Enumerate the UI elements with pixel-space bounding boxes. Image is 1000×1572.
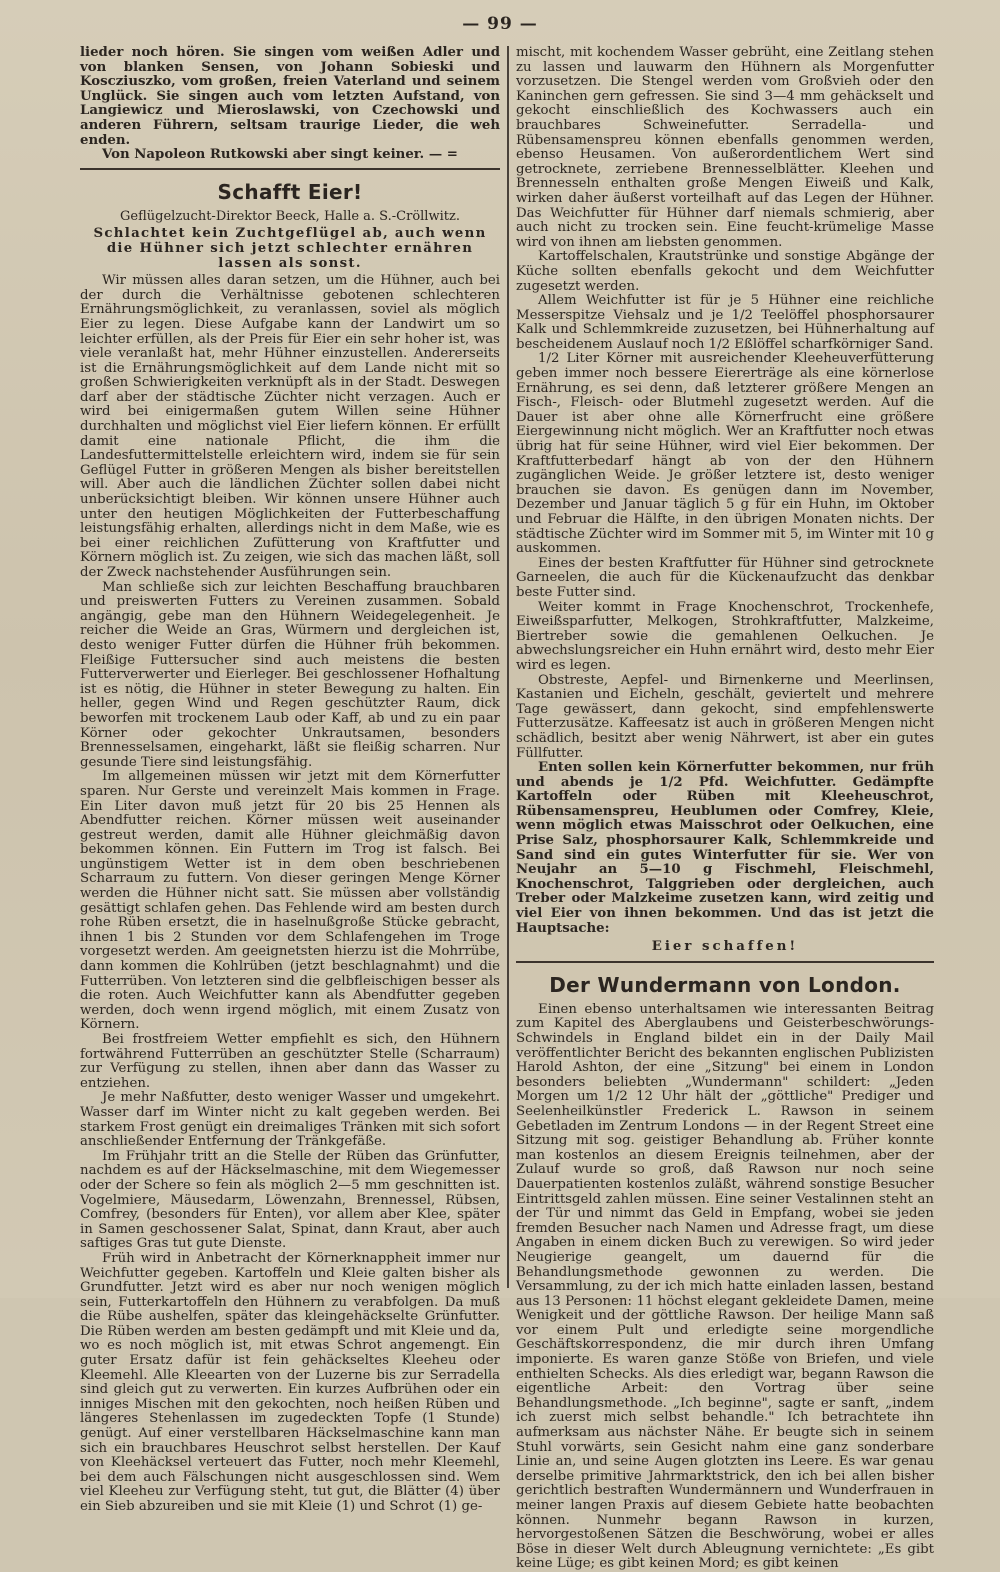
left-column: [80, 45, 500, 1514]
article-paragraph: Enten sollen kein Körnerfutter bekommen, nur früh und abends je 1/2 Pfd. Weichfutter. Gedämpfte Kartoffeln oder Rüben mit Kleeheuschrot, Rübensamenspreu, Heublumen oder Comfrey, Kleie, wenn möglich etwas Maisschrot oder Oelkuchen, eine Prise Salz, phosphorsaurer Kalk, Schlemmkreide und Sand sind ein gutes Winterfutter für sie. Wer von Neujahr an 5—10 g Fischmehl, Fleischmehl, Knochenschrot, Talggrieben oder dergleichen, auch Treber oder Malzkeime zusetzen kann, wird zeitig und viel Eier von ihnen bekommen. Und das ist jetzt die Hauptsache:: [516, 760, 934, 936]
article-title: Schafft Eier!: [217, 179, 363, 204]
second-article-title: Der Wundermann von London.: [549, 972, 901, 997]
article-paragraph: Im allgemeinen müssen wir jetzt mit dem Körnerfutter sparen. Nur Gerste und vereinzelt Mais kommen in Frage. Ein Liter davon muß jetzt für 20 bis 25 Hennen als Abendfutter reichen. Körner müssen weit auseinander gestreut werden, damit alle Hühner gleichmäßig davon bekommen können. Ein Futtern im Trog ist falsch. Bei ungünstigem Wetter ist in dem oben beschriebenen Scharraum zu futtern. Von dieser geringen Menge Körner werden die Hühner nicht satt. Sie müssen aber vollständig gesättigt schlafen gehen. Das Fehlende wird am besten durch rohe Rüben ersetzt, die in haselnußgroße Stücke gebracht, ihnen 1 bis 2 Stunden vor dem Schlafengehen im Troge vorgesetzt werden. Am geeignetsten hierzu ist die Mohrrübe, dann kommen die Kohlrüben (jetzt beschlagnahmt) und die Futterrüben. Von letzteren sind die gelbfleischigen besser als die roten. Auch Weichfutter kann als Abendfutter gegeben werden, doch wenn irgend möglich, mit einem Zusatz von Körnern.: [80, 769, 500, 1033]
right-column: [516, 45, 934, 1572]
article-paragraph: Eines der besten Kraftfutter für Hühner sind getrocknete Garneelen, die auch für die Kückenaufzucht das denkbar beste Futter sind.: [516, 555, 934, 600]
article-paragraph: Allem Weichfutter ist für je 5 Hühner eine reichliche Messerspitze Viehsalz und je 1/2 Teelöffel phosphorsaurer Kalk und Schlemmkreide zuzusetzen, bei Hühnerhaltung auf bescheidenem Auslauf noch 1/2 Eßlöffel scharfkörniger Sand.: [516, 293, 934, 352]
closing-call: Eier schaffen!: [651, 939, 799, 955]
intro-signoff: Von Napoleon Rutkowski aber singt keiner. — =: [102, 147, 458, 163]
section-divider: [80, 168, 500, 170]
article-paragraph: Je mehr Naßfutter, desto weniger Wasser und umgekehrt. Wasser darf im Winter nicht zu kalt gegeben werden. Bei starkem Frost genügt ein dreimaliges Tränken mit sich sofort anschließender Entfernung der Tränkgefäße.: [80, 1090, 500, 1150]
article-byline: Geflügelzucht-Direktor Beeck, Halle a. S.-Cröllwitz.: [120, 208, 460, 224]
article-paragraph: Im Frühjahr tritt an die Stelle der Rüben das Grünfutter, nachdem es auf der Häckselmaschine, mit dem Wiegemesser oder der Schere so fein als möglich 2—5 mm geschnitten ist. Vogelmiere, Mäusedarm, Löwenzahn, Brennessel, Rübsen, Comfrey, (besonders für Enten), vor allem aber Klee, später in Samen geschossener Salat, Spinat, dann Kraut, aber auch saftiges Gras tut gute Dienste.: [80, 1148, 500, 1252]
article-paragraph: Wir müssen alles daran setzen, um die Hühner, auch bei der durch die Verhältnisse gebotenen schlechteren Ernährungsmöglichkeit, zu veranlassen, soviel als möglich Eier zu legen. Diese Aufgabe kann der Landwirt um so leichter erfüllen, als der Preis für Eier ein sehr hoher ist, was viele veranlaßt hat, mehr Hühner einzustellen. Andererseits ist die Ernährungsmöglichkeit auf dem Lande nicht mit so großen Schwierigkeiten verknüpft als in der Stadt. Deswegen darf aber der städtische Züchter nicht verzagen. Auch er wird bei einigermaßen gutem Willen seine Hühner durchhalten und möglichst viel Eier liefern können. Er erfüllt damit eine nationale Pflicht, die ihm die Landesfuttermittelstelle erleichtern wird, indem sie für sein Geflügel Futter in größeren Mengen als bisher bereitstellen will. Aber auch die ländlichen Züchter sollen dabei nicht unberücksichtigt bleiben. Wir können unsere Hühner auch unter den heutigen Möglichkeiten der Futterbeschaffung leistungsfähig erhalten, allerdings nicht in dem Maße, wie es bei einer reichlichen Zufütterung von Kraftfutter und Körnern möglich ist. Zu zeigen, wie sich das machen läßt, soll der Zweck nachstehender Ausführungen sein.: [80, 273, 500, 580]
section-divider: [516, 961, 934, 963]
column-divider: [507, 46, 509, 1288]
article-paragraph: Kartoffelschalen, Krautstrünke und sonstige Abgänge der Küche sollten ebenfalls gekocht und dem Weichfutter zugesetzt werden.: [516, 249, 934, 294]
second-article-paragraph: Einen ebenso unterhaltsamen wie interessanten Beitrag zum Kapitel des Aberglaubens und Geisterbeschwörungs-Schwindels in England bildet ein in der Daily Mail veröffentlichter Bericht des bekannten englischen Publizisten Harold Ashton, der eine „Sitzung" bei einem in London besonders beliebten „Wundermann" schildert: „Jeden Morgen um 1/2 12 Uhr hält der „göttliche" Prediger und Seelenheilkünstler Frederick L. Rawson in seinem Gebetladen im Zentrum Londons — in der Regent Street eine Sitzung mit sog. geistiger Behandlung ab. Früher konnte man kostenlos an diesem Ereignis teilnehmen, aber der Zulauf wurde so groß, daß Rawson nur noch seine Dauerpatienten kostenlos zuläßt, während sonstige Besucher Eintrittsgeld zahlen müssen. Eine seiner Vestalinnen steht an der Tür und nimmt das Geld in Empfang, wobei sie jeden fremden Besucher nach Namen und Adresse fragt, um diese Angaben in einem dicken Buch zu verewigen. So wird jeder Neugierige geangelt, um dauernd für die Behandlungsmethode gewonnen zu werden. Die Versammlung, zu der ich mich hatte einladen lassen, bestand aus 13 Personen: 11 höchst elegant gekleidete Damen, meine Wenigkeit und der göttliche Rawson. Der heilige Mann saß vor einem Pult und erledigte seine morgendliche Geschäftskorrespondenz, die mir durch ihren Umfang imponierte. Es waren ganze Stöße von Briefen, und viele enthielten Schecks. Als dies erledigt war, begann Rawson die eigentliche Arbeit: den Vortrag über seine Behandlungsmethode. „Ich beginne", sagte er sanft, „indem ich zuerst mich selbst behandle." Ich betrachtete ihn aufmerksam aus nächster Nähe. Er beugte sich in seinem Stuhl vorwärts, sein Gesicht nahm eine ganz sonderbare Linie an, und seine Augen glotzten ins Leere. Es war genau derselbe primitive Jahrmarktstrick, den ich bei allen bisher gerichtlich bestraften Wundermännern und Wunderfrauen in meiner langen Praxis auf diesem Gebiete hatte beobachten können. Nunmehr begann Rawson in kurzen, hervorgestoßenen Sätzen die Beschwörung, wobei er alles Böse in dieser Welt durch Ableugnung vernichtete: „Es gibt keine Lüge; es gibt keinen Mord; es gibt keinen: [516, 1001, 934, 1572]
article-paragraph: mischt, mit kochendem Wasser gebrüht, eine Zeitlang stehen zu lassen und lauwarm den Hühnern als Morgenfutter vorzusetzen. Die Stengel werden vom Großvieh oder den Kaninchen gern gefressen. Sie sind 3—4 mm gehäckselt und gekocht einschließlich des Kochwassers auch ein brauchbares Schweinefutter. Serradella- und Rübensamenspreu können ebenfalls genommen werden, ebenso Heusamen. Von außerordentlichem Wert sind getrocknete, zerriebene Brennesselblätter. Kleehen und Brennesseln enthalten große Mengen Eiweiß und Kalk, wirken daher äußerst vorteilhaft auf das Legen der Hühner. Das Weichfutter für Hühner darf niemals schmierig, aber auch nicht zu trocken sein. Eine feucht-krümelige Masse wird von ihnen am liebsten genommen.: [516, 45, 934, 250]
article-lead: Schlachtet kein Zuchtgeflügel ab, auch wenn die Hühner sich jetzt schlechter ernähren lassen als sonst.: [93, 226, 487, 271]
article-paragraph: Bei frostfreiem Wetter empfiehlt es sich, den Hühnern fortwährend Futterrüben an geschützter Stelle (Scharraum) zur Verfügung zu stellen, ihnen aber dann das Wasser zu entziehen.: [80, 1032, 500, 1091]
intro-paragraph: lieder noch hören. Sie singen vom weißen Adler und von blanken Sensen, von Johann Sobieski und Koscziuszko, vom großen, freien Vaterland und seinem Unglück. Sie singen auch vom letzten Aufstand, von Langiewicz und Mieroslawski, von Czechowski und anderen Führern, seltsam traurige Lieder, die weh enden.: [80, 45, 500, 148]
article-paragraph: Früh wird in Anbetracht der Körnerknappheit immer nur Weichfutter gegeben. Kartoffeln und Kleie galten bisher als Grundfutter. Jetzt wird es aber nur noch wenigen möglich sein, Futterkartoffeln den Hühnern zu verabfolgen. Da muß die Rübe aushelfen, später das kleingehäckselte Grünfutter. Die Rüben werden am besten gedämpft und mit Kleie und da, wo es noch möglich ist, mit etwas Schrot angemengt. Ein guter Ersatz dafür ist fein gehäckseltes Kleeheu oder Kleemehl. Alle Kleearten von der Luzerne bis zur Serradella sind gleich gut zu verwerten. Ein kurzes Aufbrühen oder ein inniges Mischen mit den gekochten, noch heißen Rüben und längeres Stehenlassen im zugedeckten Topfe (1 Stunde) genügt. Auf einer verstellbaren Häckselmaschine kann man sich ein brauchbares Heuschrot selbst herstellen. Der Kauf von Kleehäcksel verteuert das Futter, noch mehr Kleemehl, bei dem auch Fälschungen nicht ausgeschlossen sind. Wem viel Kleeheu zur Verfügung steht, tut gut, die Blätter (4) über ein Sieb abzureiben und sie mit Kleie (1) und Schrot (1) ge-: [80, 1250, 500, 1514]
article-paragraph: Weiter kommt in Frage Knochenschrot, Trockenhefe, Eiweißsparfutter, Melkogen, Strohkraftfutter, Malzkeime, Biertreber sowie die gemahlenen Oelkuchen. Je abwechslungsreicher ein Huhn ernährt wird, desto mehr Eier wird es legen.: [516, 599, 934, 673]
article-paragraph: 1/2 Liter Körner mit ausreichender Kleeheuverfütterung geben immer noch bessere Eiererträge als eine körnerlose Ernährung, es sei denn, daß letzterer größere Mengen an Fisch-, Fleisch- oder Blutmehl zugesetzt werden. Auf die Dauer ist aber ohne alle Körnerfrucht eine größere Eiergewinnung nicht möglich. Wer an Kraftfutter noch etwas übrig hat für seine Hühner, wird viel Eier bekommen. Der Kraftfutterbedarf hängt ab von der den Hühnern zugänglichen Weide. Je größer letztere ist, desto weniger brauchen sie davon. Es genügen dann im November, Dezember und Januar täglich 5 g für ein Huhn, im Oktober und Februar die Hälfte, in den übrigen Monaten nichts. Der städtische Züchter wird im Sommer mit 5, im Winter mit 10 g auskommen.: [516, 351, 934, 557]
article-paragraph: Man schließe sich zur leichten Beschaffung brauchbaren und preiswerten Futters zu Vereinen zusammen. Sobald angängig, gebe man den Hühnern Weidegelegenheit. Je reicher die Weide an Gras, Würmern und dergleichen ist, desto weniger Futter dürfen die Hühner früh bekommen. Fleißige Futtersucher sind auch meistens die besten Futterverwerter und Eierleger. Bei geschlossener Hofhaltung ist es nötig, die Hühner in steter Bewegung zu halten. Ein heller, gegen Wind und Regen geschützter Raum, dick beworfen mit trockenem Laub oder Kaff, ab und zu ein paar Körner oder gekochter Unkrautsamen, besonders Brennesselsamen, eingeharkt, läßt sie fleißig scharren. Nur gesunde Tiere sind leistungsfähig.: [80, 579, 500, 770]
article-paragraph: Obstreste, Aepfel- und Birnenkerne und Meerlinsen, Kastanien und Eicheln, geschält, geviertelt und mehrere Tage gewässert, dann gekocht, sind empfehlenswerte Futterzusätze. Kaffeesatz ist auch in größeren Mengen nicht schädlich, besitzt aber wenig Nährwert, ist aber ein gutes Füllfutter.: [516, 672, 934, 761]
page-number: — 99 —: [462, 14, 538, 34]
